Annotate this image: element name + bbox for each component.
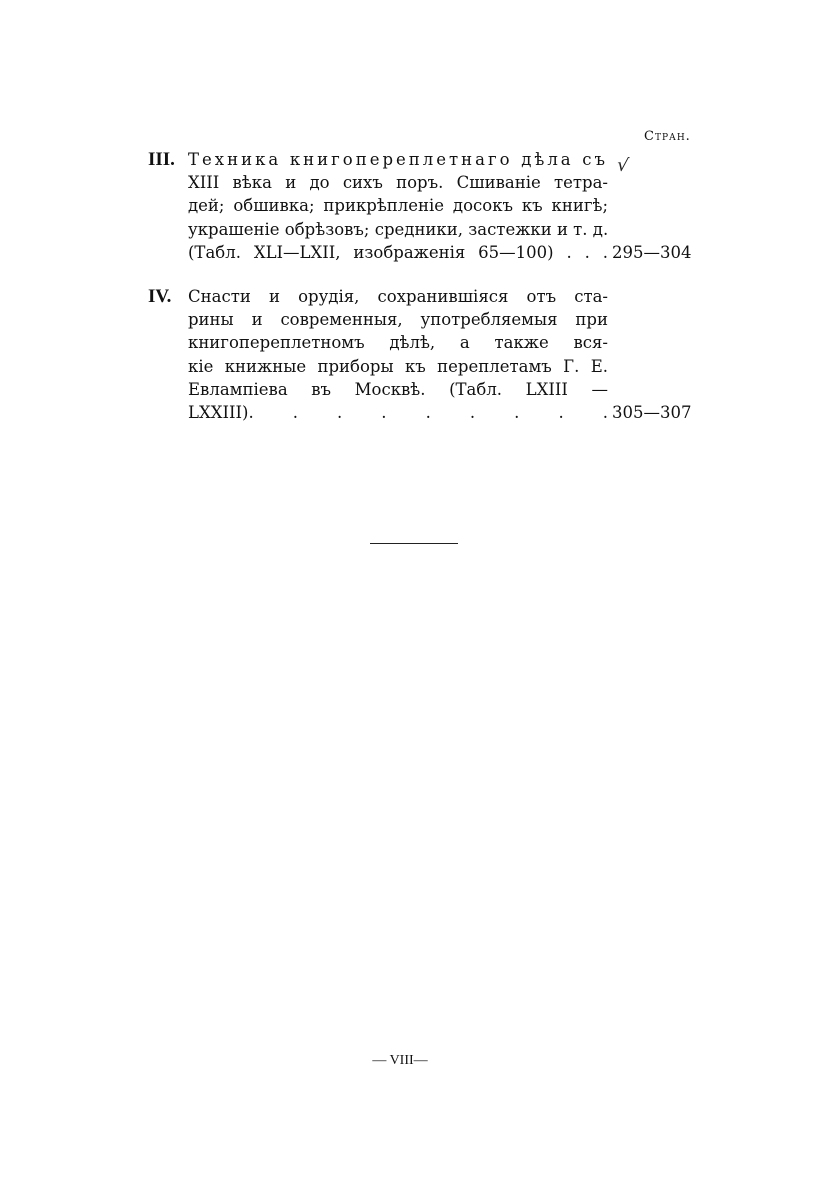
page-folio: — VIII— — [372, 1053, 428, 1068]
entry-line: дей; обшивка; прикрѣпленіе досокъ къ книгѣ; — [188, 196, 608, 216]
entry-line: книгопереплетномъ дѣлѣ, а также вся- — [188, 333, 608, 353]
page-column-label: Стран. — [644, 129, 691, 144]
section-divider — [370, 543, 458, 544]
entry-line: украшеніе обрѣзовъ; средники, застежки и т. д. — [188, 219, 609, 239]
entry-text — [188, 148, 608, 264]
entry-line: Евлампіева въ Москвѣ. (Табл. LXIII — — [188, 379, 608, 399]
entry-numeral: III. — [148, 149, 175, 170]
entry-line: Техника книгопереплетнаго дѣла съ — [188, 150, 608, 169]
entry-line: LXXIII). . . . . . . . . — [188, 403, 608, 423]
entry-line: XIII вѣка и до сихъ поръ. Сшиваніе тетра- — [188, 173, 608, 193]
entry-page-range: 295—304 — [612, 242, 692, 262]
entry-line: кіе книжные приборы къ переплетамъ Г. Е. — [188, 356, 608, 376]
entry-line: Снасти и орудія, сохранившіяся отъ ста- — [188, 287, 608, 306]
entry-line: (Табл. XLI—LXII, изображенія 65—100) . . . — [188, 242, 608, 262]
handwritten-check-mark: √ — [615, 154, 630, 177]
entry-page-range: 305—307 — [612, 403, 692, 422]
entry-text — [188, 285, 608, 424]
entry-numeral: IV. — [148, 286, 172, 307]
entry-line: рины и современныя, употребляемыя при — [188, 310, 608, 330]
